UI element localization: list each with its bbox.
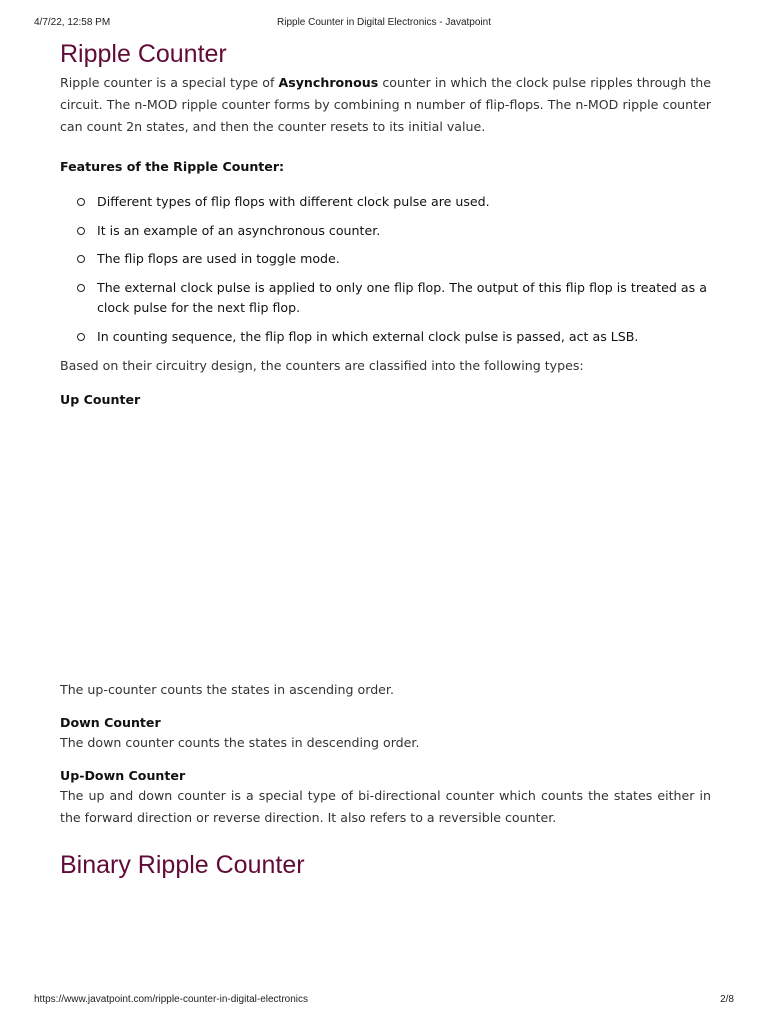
list-item — [60, 192, 711, 212]
down-counter-description: The down counter counts the states in descending order. — [60, 735, 420, 751]
feature-text: Different types of flip flops with different clock pulse are used. — [97, 194, 490, 209]
article-content — [60, 36, 711, 883]
bullet-circle-icon — [77, 198, 85, 206]
list-item — [60, 327, 711, 347]
feature-text: It is an example of an asynchronous counter. — [97, 222, 381, 238]
print-page-title: Ripple Counter in Digital Electronics - Javatpoint — [277, 17, 491, 28]
list-item — [60, 249, 711, 269]
intro-text-end: counter in which the clock pulse ripples through the circuit. The n-MOD ripple counter forms by combining n number of flip-flops. The n-MOD ripple counter can count 2n states, and then the counter resets to its initial value. — [60, 75, 711, 134]
list-item — [60, 278, 711, 318]
print-datetime: 4/7/22, 12:58 PM — [34, 17, 111, 28]
binary-ripple-counter-title: Binary Ripple Counter — [60, 851, 305, 880]
intro-text-start: Ripple counter is a special type of — [60, 75, 279, 90]
classification-paragraph: Based on their circuitry design, the counters are classified into the following types: — [60, 358, 584, 374]
bullet-circle-icon — [77, 227, 85, 235]
print-footer — [0, 994, 768, 1008]
bullet-circle-icon — [77, 333, 85, 341]
features-list — [60, 192, 711, 347]
feature-text: In counting sequence, the flip flop in which external clock pulse is passed, act as LSB. — [97, 328, 639, 344]
list-item — [60, 221, 711, 241]
up-counter-heading: Up Counter — [60, 392, 141, 408]
article-title: Ripple Counter — [60, 40, 227, 68]
print-page-number: 2/8 — [720, 994, 734, 1005]
up-down-counter-heading: Up-Down Counter — [60, 768, 186, 784]
print-header — [0, 17, 768, 31]
feature-text: The external clock pulse is applied to only one flip flop. The output of this flip flop is treated as a clock pulse for the next flip flop. — [97, 280, 707, 316]
feature-text: The flip flops are used in toggle mode. — [97, 251, 340, 267]
down-counter-heading: Down Counter — [60, 715, 161, 731]
up-down-counter-description: The up and down counter is a special type of bi-directional counter which counts the states either in the forward direction or reverse direction. It also refers to a reversible counter. — [60, 788, 711, 826]
intro-bold-term: Asynchronous — [278, 75, 379, 90]
intro-paragraph — [60, 72, 711, 138]
bullet-circle-icon — [77, 284, 85, 292]
up-counter-description: The up-counter counts the states in ascending order. — [60, 682, 394, 698]
print-url: https://www.javatpoint.com/ripple-counter-in-digital-electronics — [34, 994, 309, 1005]
features-heading: Features of the Ripple Counter: — [60, 159, 285, 174]
up-counter-figure-area — [60, 409, 711, 679]
bullet-circle-icon — [77, 255, 85, 263]
